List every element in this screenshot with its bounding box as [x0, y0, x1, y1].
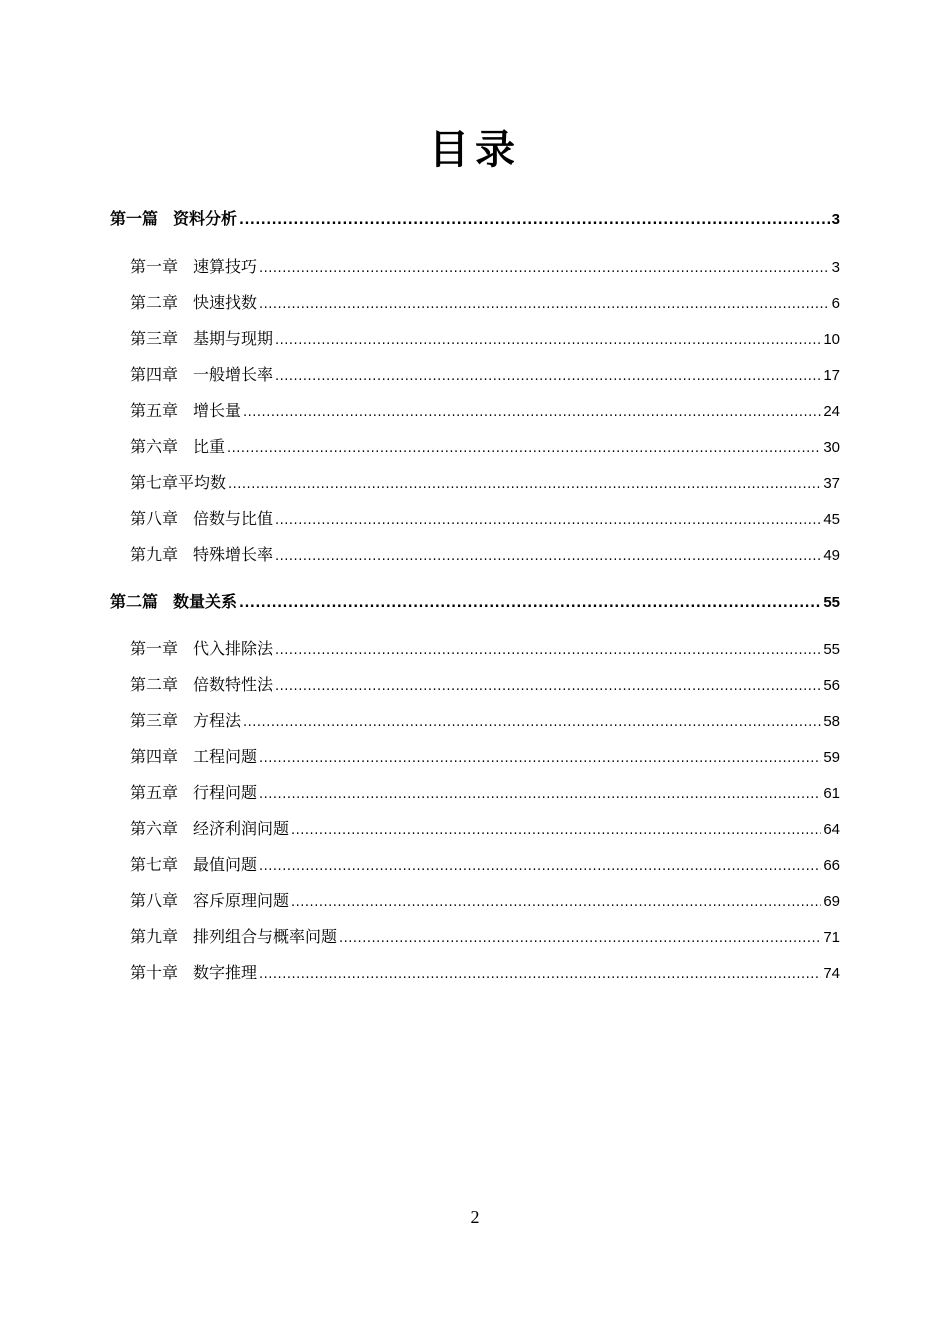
toc-page-number: 3: [831, 259, 840, 276]
toc-page-number: 71: [823, 929, 840, 946]
toc-chapter-label: 第八章: [130, 509, 179, 528]
toc-chapter-label: 第七章: [130, 473, 179, 492]
toc-chapter-2-6[interactable]: [130, 817, 840, 841]
dot-leader: [275, 507, 821, 533]
toc-chapter-title: [130, 745, 257, 769]
toc-page-number: 55: [823, 594, 840, 611]
toc-chapter-name: 排列组合与概率问题: [193, 927, 338, 946]
toc-page-number: 37: [823, 475, 840, 492]
toc-page-number: 61: [823, 785, 840, 802]
toc-chapter-label: 第八章: [130, 891, 179, 910]
toc-chapter-label: 第三章: [130, 329, 179, 348]
toc-chapter-1-9[interactable]: [130, 543, 840, 567]
toc-page-number: 74: [823, 965, 840, 982]
toc-chapter-name: 速算技巧: [193, 257, 258, 276]
toc-chapter-1-3[interactable]: [130, 327, 840, 351]
toc-page-number: 10: [823, 331, 840, 348]
dot-leader: [228, 471, 821, 497]
toc-chapter-name: 倍数与比值: [193, 509, 274, 528]
toc-part-label: 第二篇: [110, 592, 159, 611]
toc-page-number: 3: [831, 211, 840, 228]
dot-leader: [259, 255, 830, 281]
toc-page-number: 58: [823, 713, 840, 730]
toc-part-name: 资料分析: [173, 209, 238, 228]
toc-chapter-title: [130, 961, 257, 985]
toc-part-title: [110, 590, 237, 614]
dot-leader: [275, 363, 821, 389]
toc-chapter-2-4[interactable]: [130, 745, 840, 769]
toc-chapter-label: 第九章: [130, 545, 179, 564]
toc-chapter-title: [130, 543, 273, 567]
toc-chapter-name: 比重: [193, 437, 226, 456]
toc-chapter-name: 代入排除法: [193, 639, 274, 658]
toc-chapter-name: 容斥原理问题: [193, 891, 290, 910]
toc-page-number: 59: [823, 749, 840, 766]
toc-chapter-label: 第四章: [130, 747, 179, 766]
toc-chapter-1-1[interactable]: [130, 255, 840, 279]
toc-chapter-title: [130, 889, 289, 913]
toc-chapter-label: 第四章: [130, 365, 179, 384]
dot-leader: [291, 817, 821, 843]
toc-chapter-label: 第二章: [130, 675, 179, 694]
toc-page-number: 17: [823, 367, 840, 384]
dot-leader: [275, 637, 821, 663]
toc-chapter-2-10[interactable]: [130, 961, 840, 985]
toc-chapter-name: 基期与现期: [193, 329, 274, 348]
toc-page-number: 55: [823, 641, 840, 658]
toc-chapter-title: [130, 399, 241, 423]
toc-chapter-label: 第一章: [130, 257, 179, 276]
toc-chapter-name: 数字推理: [193, 963, 258, 982]
dot-leader: [243, 399, 821, 425]
toc-chapter-1-5[interactable]: [130, 399, 840, 423]
toc-chapter-title: [130, 255, 257, 279]
toc-chapter-title: [130, 435, 225, 459]
page-title: 目录: [429, 127, 521, 173]
toc-page-number: 64: [823, 821, 840, 838]
toc-chapter-title: [130, 781, 257, 805]
toc-chapter-name: 倍数特性法: [193, 675, 274, 694]
toc-chapter-name: 最值问题: [193, 855, 258, 874]
toc-chapter-name: 一般增长率: [193, 365, 274, 384]
toc-page-number: 49: [823, 547, 840, 564]
toc-chapter-name: 方程法: [193, 711, 242, 730]
dot-leader: [339, 925, 821, 951]
dot-leader: [227, 435, 821, 461]
toc-chapter-name: 工程问题: [193, 747, 258, 766]
toc-chapter-1-7[interactable]: [130, 471, 840, 495]
toc-chapter-1-2[interactable]: [130, 291, 840, 315]
toc-chapter-label: 第五章: [130, 783, 179, 802]
toc-chapter-title: [130, 709, 241, 733]
dot-leader: [243, 709, 821, 735]
dot-leader: [239, 207, 830, 233]
toc-chapter-title: [130, 673, 273, 697]
toc-part-1[interactable]: [110, 207, 840, 231]
toc-chapter-1-4[interactable]: [130, 363, 840, 387]
dot-leader: [275, 673, 821, 699]
page-footer-number: 2: [470, 1207, 480, 1227]
toc-part-2[interactable]: [110, 590, 840, 614]
toc-chapter-name: 平均数: [178, 473, 227, 492]
toc-chapter-name: 特殊增长率: [193, 545, 274, 564]
toc-chapter-label: 第九章: [130, 927, 179, 946]
toc-chapter-name: 增长量: [193, 401, 242, 420]
toc-chapter-1-8[interactable]: [130, 507, 840, 531]
toc-chapter-name: 经济利润问题: [193, 819, 290, 838]
toc-chapter-title: [130, 507, 273, 531]
dot-leader: [259, 781, 821, 807]
dot-leader: [259, 853, 821, 879]
dot-leader: [291, 889, 821, 915]
toc-page-number: 56: [823, 677, 840, 694]
toc-chapter-title: [130, 817, 289, 841]
toc-page-number: 66: [823, 857, 840, 874]
toc-page-number: 45: [823, 511, 840, 528]
dot-leader: [259, 961, 821, 987]
toc-chapter-2-8[interactable]: [130, 889, 840, 913]
toc-chapter-label: 第十章: [130, 963, 179, 982]
dot-leader: [259, 291, 830, 317]
toc-chapter-1-6[interactable]: [130, 435, 840, 459]
toc-chapter-label: 第一章: [130, 639, 179, 658]
toc-page-number: 24: [823, 403, 840, 420]
toc-chapter-label: 第六章: [130, 437, 179, 456]
toc-chapter-title: [130, 471, 226, 495]
toc-page-number: 30: [823, 439, 840, 456]
toc-page-number: 69: [823, 893, 840, 910]
toc-chapter-title: [130, 637, 273, 661]
toc-chapter-label: 第三章: [130, 711, 179, 730]
toc-chapter-label: 第五章: [130, 401, 179, 420]
dot-leader: [239, 590, 821, 616]
toc-part-name: 数量关系: [173, 592, 238, 611]
toc-chapter-name: 行程问题: [193, 783, 258, 802]
toc-chapter-2-2[interactable]: [130, 673, 840, 697]
toc-chapter-label: 第六章: [130, 819, 179, 838]
toc-chapter-2-1[interactable]: [130, 637, 840, 661]
toc-chapter-title: [130, 327, 273, 351]
toc-chapter-title: [130, 853, 257, 877]
dot-leader: [259, 745, 821, 771]
toc-chapter-title: [130, 363, 273, 387]
toc-page-number: 6: [831, 295, 840, 312]
toc-chapter-title: [130, 291, 257, 315]
toc-chapter-2-5[interactable]: [130, 781, 840, 805]
toc-part-title: [110, 207, 237, 231]
toc-chapter-2-7[interactable]: [130, 853, 840, 877]
toc-chapter-label: 第七章: [130, 855, 179, 874]
toc-chapter-label: 第二章: [130, 293, 179, 312]
dot-leader: [275, 543, 821, 569]
dot-leader: [275, 327, 821, 353]
toc-chapter-name: 快速找数: [193, 293, 258, 312]
toc-chapter-title: [130, 925, 337, 949]
toc-part-label: 第一篇: [110, 209, 159, 228]
toc-chapter-2-9[interactable]: [130, 925, 840, 949]
toc-chapter-2-3[interactable]: [130, 709, 840, 733]
